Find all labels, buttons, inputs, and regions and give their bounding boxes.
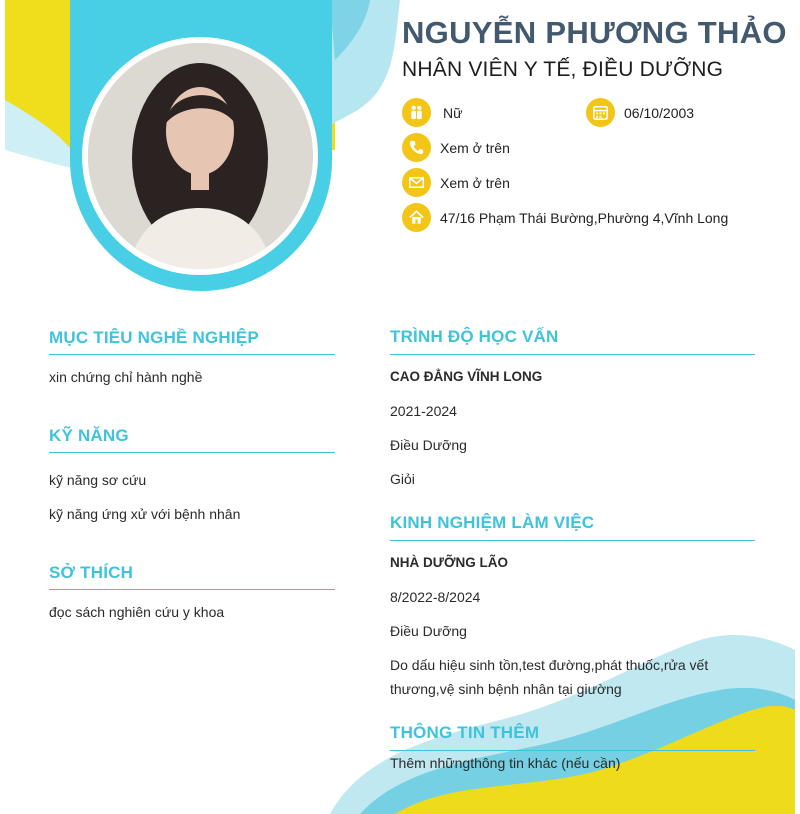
experience-company: NHÀ DƯỠNG LÃO [390,555,508,570]
education-period: 2021-2024 [390,403,457,419]
education-school: CAO ĐẲNG VĨNH LONG [390,369,543,384]
objective-divider [49,354,335,355]
education-major: Điều Dưỡng [390,437,467,453]
gender-row [402,98,462,127]
people-icon [402,98,431,127]
full-name: NGUYỄN PHƯƠNG THẢO [402,15,787,50]
birthdate-row [586,98,694,127]
job-title: NHÂN VIÊN Y TẾ, ĐIỀU DƯỠNG [402,58,724,81]
cv-header [402,14,787,84]
calendar-icon [586,98,615,127]
skills-heading: KỸ NĂNG [49,426,129,445]
envelope-icon [402,168,431,197]
hobbies-text: đọc sách nghiên cứu y khoa [49,604,225,620]
email-value[interactable]: Xem ở trên [440,174,510,191]
phone-row [402,133,510,162]
experience-divider [390,540,755,541]
home-icon [402,203,431,232]
objective-text: xin chứng chỉ hành nghề [49,369,203,385]
education-divider [390,354,755,355]
address-value: 47/16 Phạm Thái Bường,Phường 4,Vĩnh Long [440,209,729,226]
education-grade: Giỏi [390,471,415,487]
objective-heading: MỤC TIÊU NGHỀ NGHIỆP [49,328,259,347]
skills-divider [49,452,335,453]
hobbies-heading: SỞ THÍCH [49,563,134,582]
education-heading: TRÌNH ĐỘ HỌC VẤN [390,327,559,346]
phone-value[interactable]: Xem ở trên [440,139,510,156]
skill-item: kỹ năng ứng xử với bệnh nhân [49,506,241,522]
experience-heading: KINH NGHIỆM LÀM VIỆC [390,513,595,532]
additional-heading: THÔNG TIN THÊM [390,723,540,742]
email-row [402,168,510,197]
phone-icon [402,133,431,162]
profile-photo [88,43,313,269]
gender-value: Nữ [443,104,463,121]
hobbies-divider [49,589,335,590]
experience-description-line1: Do dấu hiệu sinh tồn,test đường,phát thuốc,rửa vết [390,657,709,673]
experience-description-line2: thương,vệ sinh bệnh nhân tại giường [390,681,622,697]
additional-text: Thêm nhữngthông tin khác (nếu cần) [390,755,621,771]
address-row [402,203,728,232]
experience-position: Điều Dưỡng [390,623,467,639]
skill-item: kỹ năng sơ cứu [49,472,147,488]
experience-period: 8/2022-8/2024 [390,589,481,605]
birthdate-value: 06/10/2003 [624,104,695,121]
